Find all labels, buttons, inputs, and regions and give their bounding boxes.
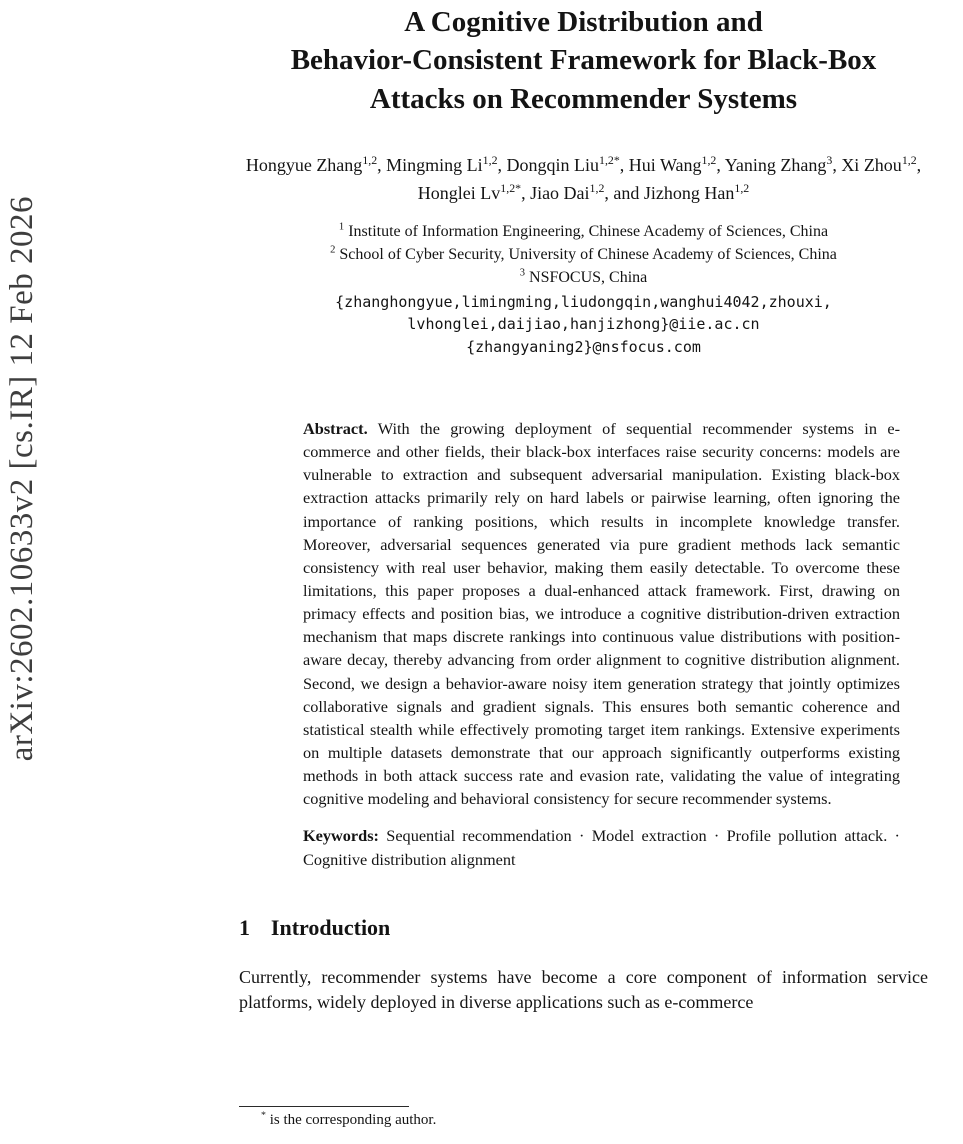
affiliation-line — [239, 220, 928, 243]
author-name: Dongqin Liu — [506, 154, 600, 175]
affiliation-line — [239, 266, 928, 289]
footnote — [239, 1112, 928, 1129]
intro-paragraph-1: Currently, recommender systems have become a core component of information service platforms, widely deployed in diverse applications such as e-commerce — [239, 966, 928, 1012]
abstract-label: Abstract. — [303, 419, 368, 439]
paper-title — [239, 0, 928, 118]
affiliation-marker: 2 — [330, 244, 336, 256]
author-affiliation-marker: 3 — [826, 152, 833, 167]
author-affiliation-marker: 1,2 — [901, 152, 917, 167]
author-affiliation-marker: 1,2 — [482, 152, 498, 167]
affiliation-marker: 3 — [519, 267, 526, 279]
footnote-rule — [239, 1106, 409, 1107]
author-affiliation-marker: 1,2* — [500, 180, 522, 195]
author-name: Mingming Li — [386, 154, 483, 175]
footnote-text: is the corresponding author. — [269, 1112, 437, 1128]
affiliation-text: NSFOCUS, China — [525, 268, 648, 286]
author-name: Xi Zhou — [841, 154, 902, 175]
author-name: Hui Wang — [628, 154, 702, 175]
title-line-3: Attacks on Recommender Systems — [369, 82, 798, 115]
keywords-text: Sequential recommendation · Model extraction · Profile pollution attack. · Cognitive distribution alignment — [303, 826, 900, 869]
email-line: {zhangyaning2}@nsfocus.com — [466, 338, 701, 357]
author-affiliation-marker: 1,2 — [701, 152, 717, 167]
keywords-label: Keywords: — [303, 826, 379, 846]
author-name: Jiao Dai — [530, 182, 590, 203]
author-name: Yaning Zhang — [724, 154, 827, 175]
email-line: lvhonglei,daijiao,hanjizhong}@iie.ac.cn — [407, 315, 760, 334]
author-name: Honglei Lv — [417, 182, 501, 203]
section-title: Introduction — [270, 914, 391, 940]
author-affiliation-marker: 1,2* — [599, 152, 620, 167]
author-name: Jizhong Han — [643, 182, 735, 203]
author-name: Hongyue Zhang — [245, 154, 363, 175]
affiliation-text: Institute of Information Engineering, Chinese Academy of Sciences, China — [344, 222, 829, 240]
section-heading-introduction — [239, 915, 928, 941]
paper-content — [239, 0, 928, 1014]
title-line-2: Behavior-Consistent Framework for Black-Box — [290, 44, 877, 77]
title-line-1: A Cognitive Distribution and — [404, 6, 763, 38]
email-line: {zhanghongyue,limingming,liudongqin,wanghui4042,zhouxi, — [335, 292, 832, 311]
arxiv-watermark: arXiv:2602.10633v2 [cs.IR] 12 Feb 2026 — [4, 196, 40, 762]
author-affiliation-marker: 1,2 — [734, 180, 750, 195]
email-list — [239, 291, 928, 359]
footnote-marker: * — [261, 1110, 266, 1121]
affiliation-list — [239, 220, 928, 289]
author-affiliation-marker: 1,2 — [589, 180, 605, 195]
abstract — [303, 417, 900, 810]
author-list: Hongyue Zhang$^{1,2}$, Mingming Li$^{1,2}$, Dongqin Liu$^{1,2*}$, Hui Wang$^{1,2}$, Yaning Zhang$^3$, Xi Zhou$^{1,2}$, Honglei $Lv^{1,2*}$, Jiao Dai$^{1,2}$, and Jizhong Han$^{1,2}$ — [245, 152, 922, 203]
section-number: 1 — [239, 914, 250, 940]
author-affiliation-marker: 1,2 — [362, 152, 378, 167]
affiliation-marker: 1 — [338, 221, 345, 233]
keywords — [303, 824, 900, 870]
abstract-text: With the growing deployment of sequential recommender systems in e-commerce and other fields, their black-box interfaces raise security concerns: models are vulnerable to extraction and subsequent adversarial manipulation. Existing black-box extraction attacks primarily rely on hard labels or pairwise learning, often ignoring the importance of ranking positions, which results in incomplete knowledge transfer. Moreover, adversarial sequences generated via pure gradient methods lack semantic consistency with real user behavior, making them easily detectable. To overcome these limitations, this paper proposes a dual-enhanced attack framework. First, drawing on primacy effects and position bias, we introduce a cognitive distribution-driven extraction mechanism that maps discrete rankings into continuous value distributions with position-aware decay, thereby advancing from order alignment to cognitive distribution alignment. Second, we design a behavior-aware noisy item generation strategy that jointly optimizes collaborative signals and gradient signals. This ensures both semantic coherence and statistical stealth while effectively promoting target item rankings. Extensive experiments on multiple datasets demonstrate that our approach significantly outperforms existing methods in both attack success rate and evasion rate, validating the value of integrating cognitive modeling and behavioral consistency for secure recommender systems. — [303, 419, 900, 809]
affiliation-text: School of Cyber Security, University of Chinese Academy of Sciences, China — [335, 245, 837, 263]
footnote-area — [239, 1106, 928, 1129]
affiliation-line — [239, 243, 928, 266]
